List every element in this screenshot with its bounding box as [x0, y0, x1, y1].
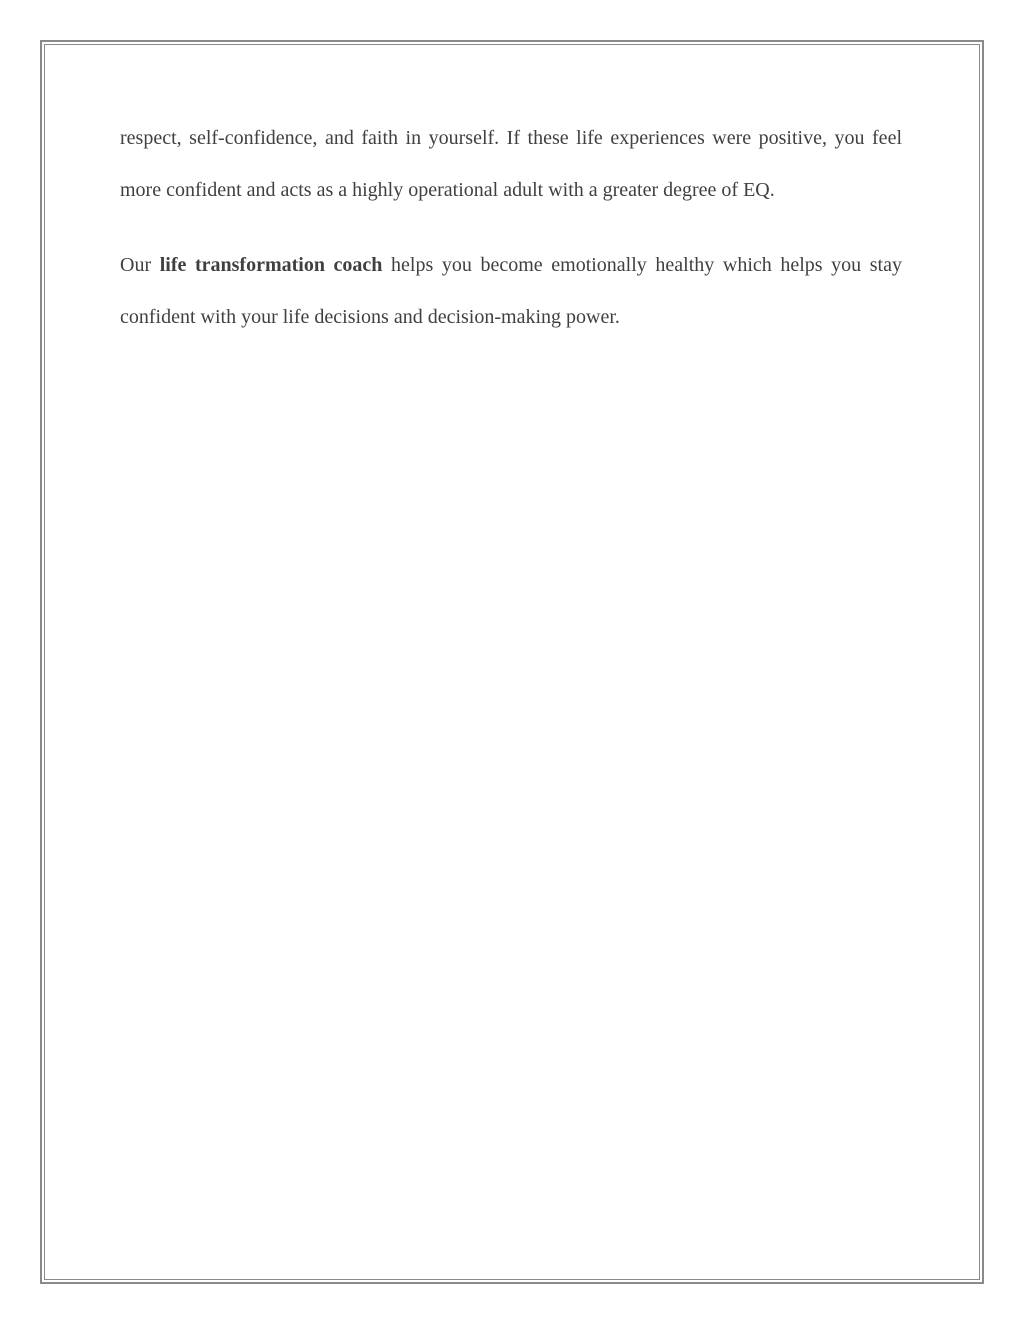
document-body — [120, 112, 902, 343]
paragraph-coach-rest: helps you become emotionally healthy which helps you stay confident with your life decisions and decision-making power. — [120, 254, 902, 328]
paragraph-coach-lead: Our — [120, 254, 160, 276]
life-transformation-coach-emphasis: life transformation coach — [159, 254, 383, 276]
paragraph-coach — [120, 239, 902, 343]
paragraph-eq: respect, self-confidence, and faith in yourself. If these life experiences were positive, you feel more confident and acts as a highly operational adult with a greater degree of EQ. — [120, 127, 902, 201]
